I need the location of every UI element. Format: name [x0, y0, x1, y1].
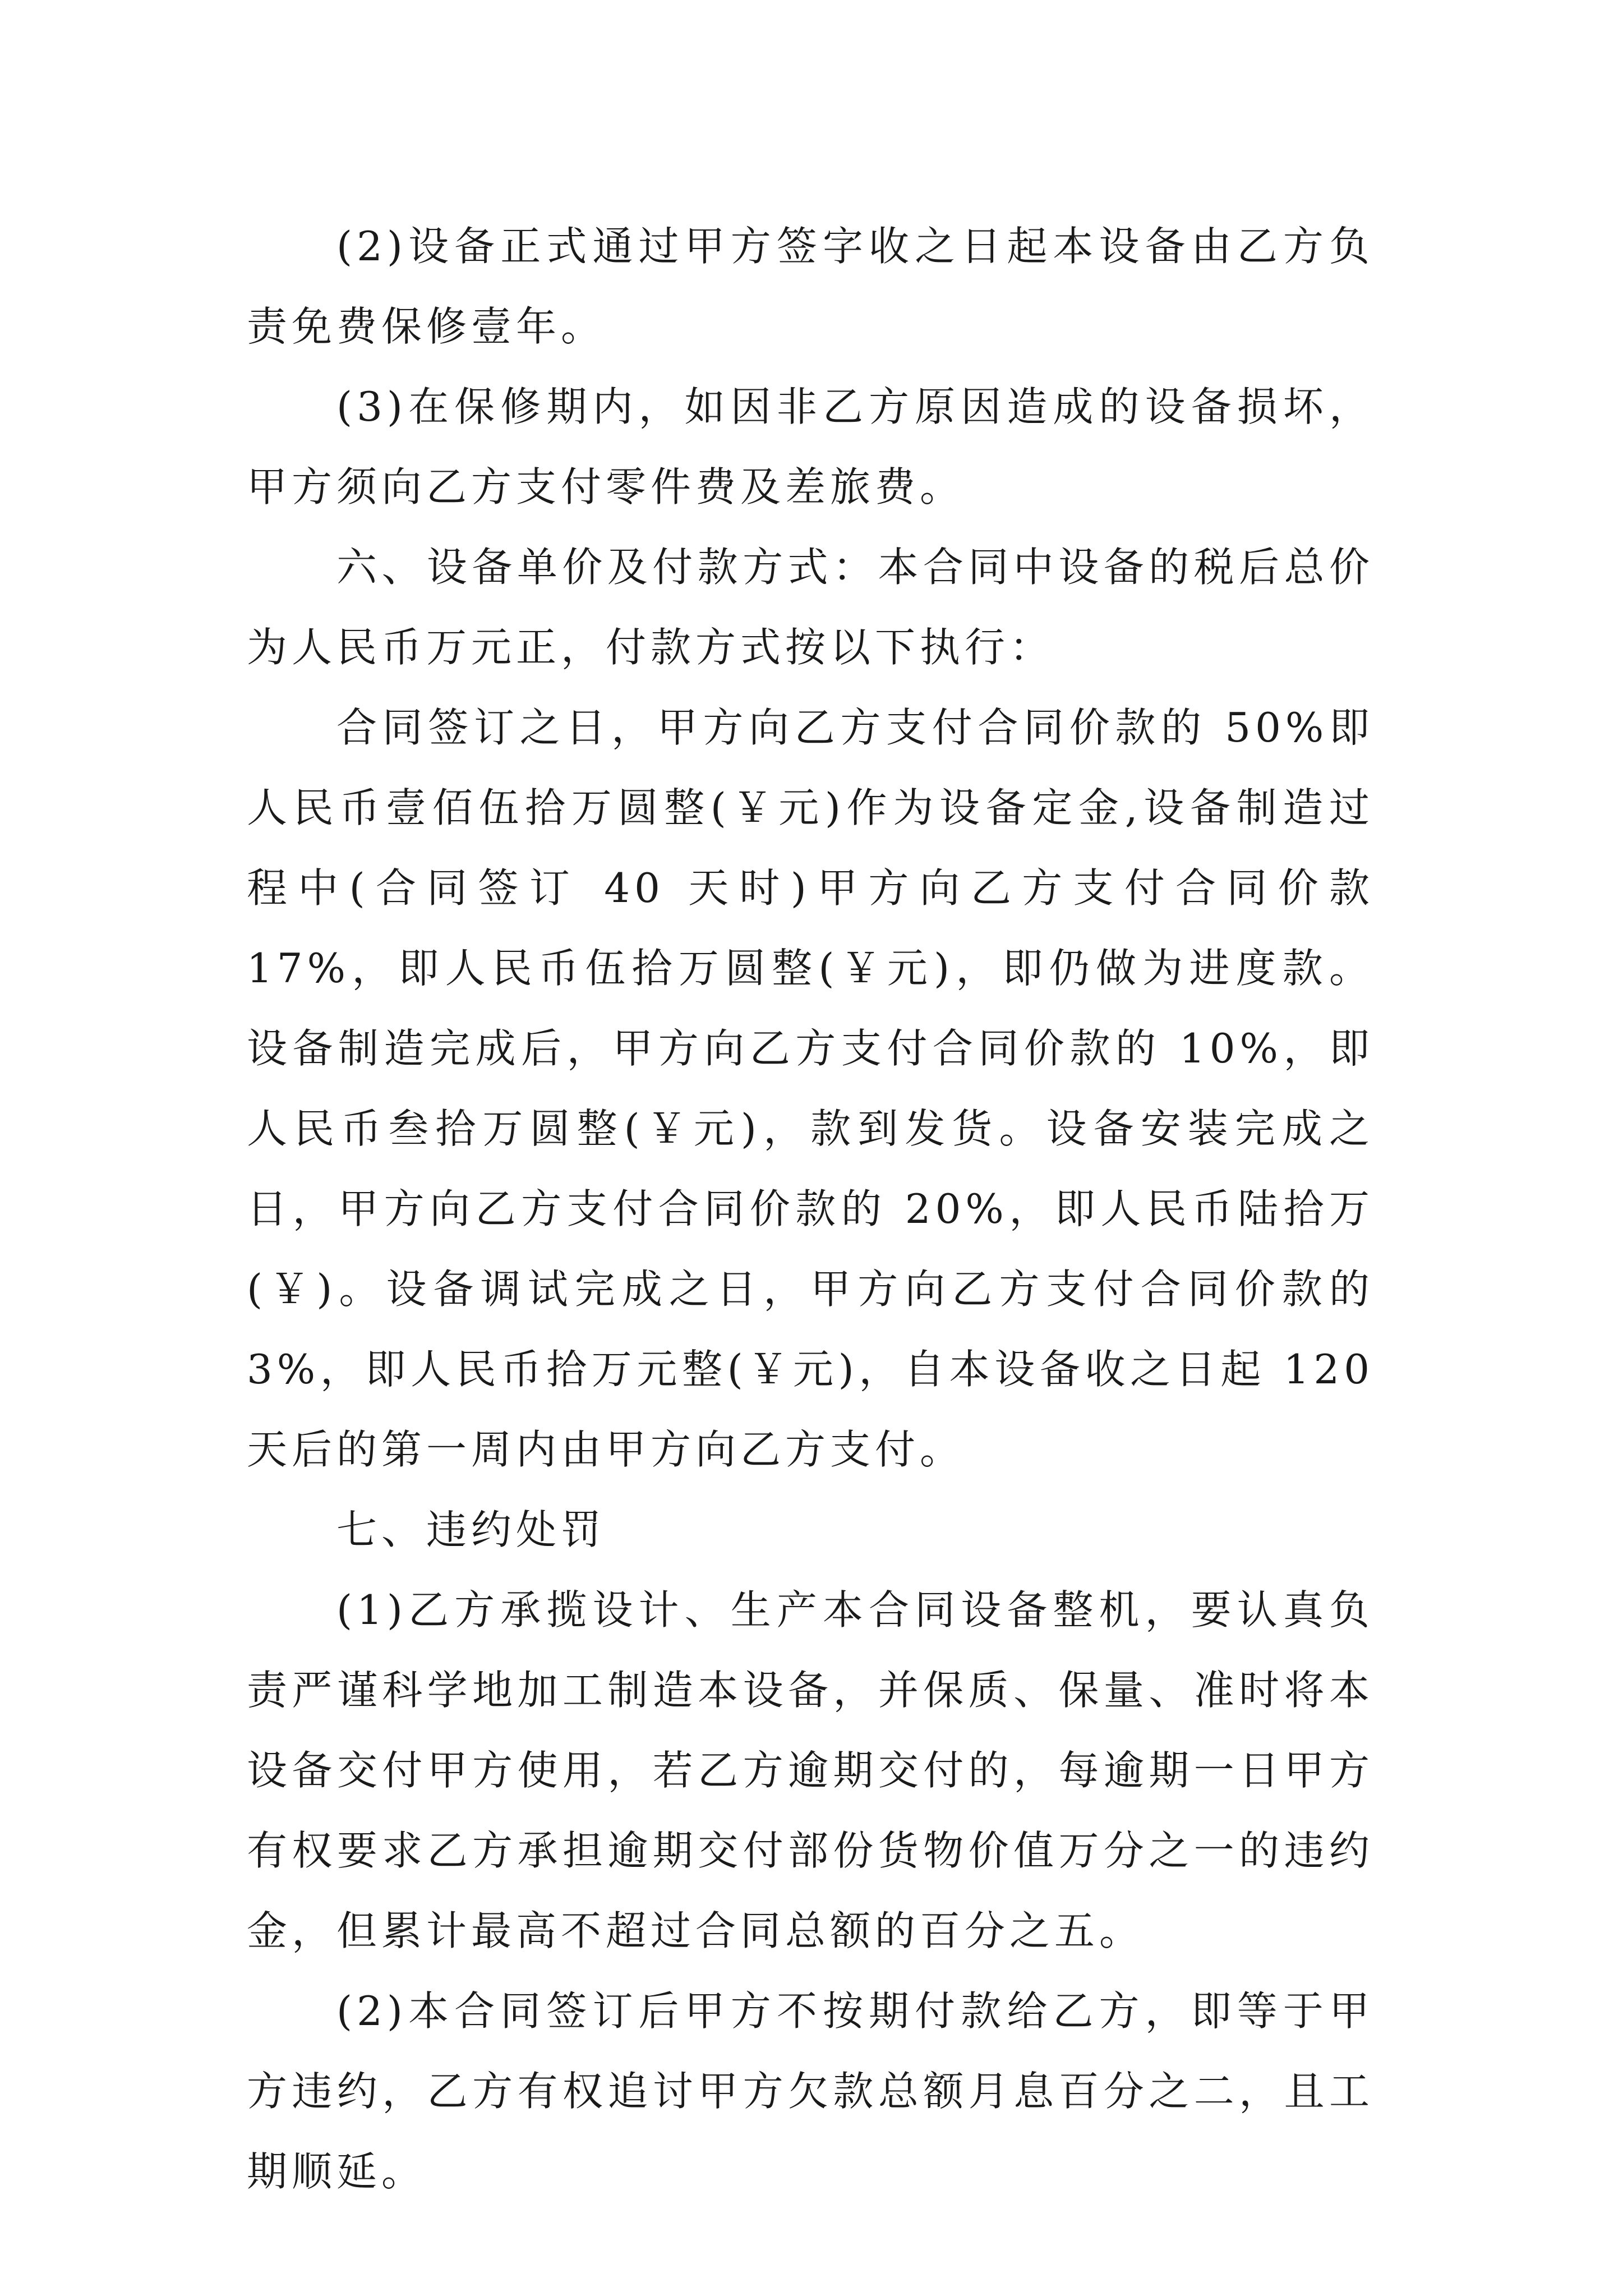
paragraph-warranty-3: (3)在保修期内，如因非乙方原因造成的设备损坏，甲方须向乙方支付零件费及差旅费。	[247, 383, 1374, 510]
paragraph-warranty-2: (2)设备正式通过甲方签字收之日起本设备由乙方负责免费保修壹年。	[247, 223, 1374, 350]
paragraph-section-6-heading: 六、设备单价及付款方式：本合同中设备的税后总价为人民币万元正，付款方式按以下执行：	[247, 544, 1374, 671]
paragraph-section-7-heading: 七、违约处罚	[336, 1506, 606, 1553]
paragraph-breach-1: (1)乙方承揽设计、生产本合同设备整机，要认真负责严谨科学地加工制造本设备，并保质、保量、准时将本设备交付甲方使用，若乙方逾期交付的，每逾期一日甲方有权要求乙方承担逾期交付部份货物价值万分之一的违约金，但累计最高不超过合同总额的百分之五。	[247, 1586, 1374, 1954]
document-body	[247, 206, 1374, 2212]
paragraph-payment-terms: 合同签订之日，甲方向乙方支付合同价款的 50%即人民币壹佰伍拾万圆整(￥元)作为设备定金,设备制造过程中(合同签订 40 天时)甲方向乙方支付合同价款 17%，即人民币伍拾万圆整(￥元)，即仍做为进度款。设备制造完成后，甲方向乙方支付合同价款的 10%，即人民币叁拾万圆整(￥元)，款到发货。设备安装完成之日，甲方向乙方支付合同价款的 20%，即人民币陆拾万(￥)。设备调试完成之日，甲方向乙方支付合同价款的 3%，即人民币拾万元整(￥元)，自本设备收之日起 120 天后的第一周内由甲方向乙方支付。	[247, 704, 1374, 1473]
paragraph-breach-2: (2)本合同签订后甲方不按期付款给乙方，即等于甲方违约，乙方有权追讨甲方欠款总额月息百分之二，且工期顺延。	[247, 1987, 1374, 2195]
